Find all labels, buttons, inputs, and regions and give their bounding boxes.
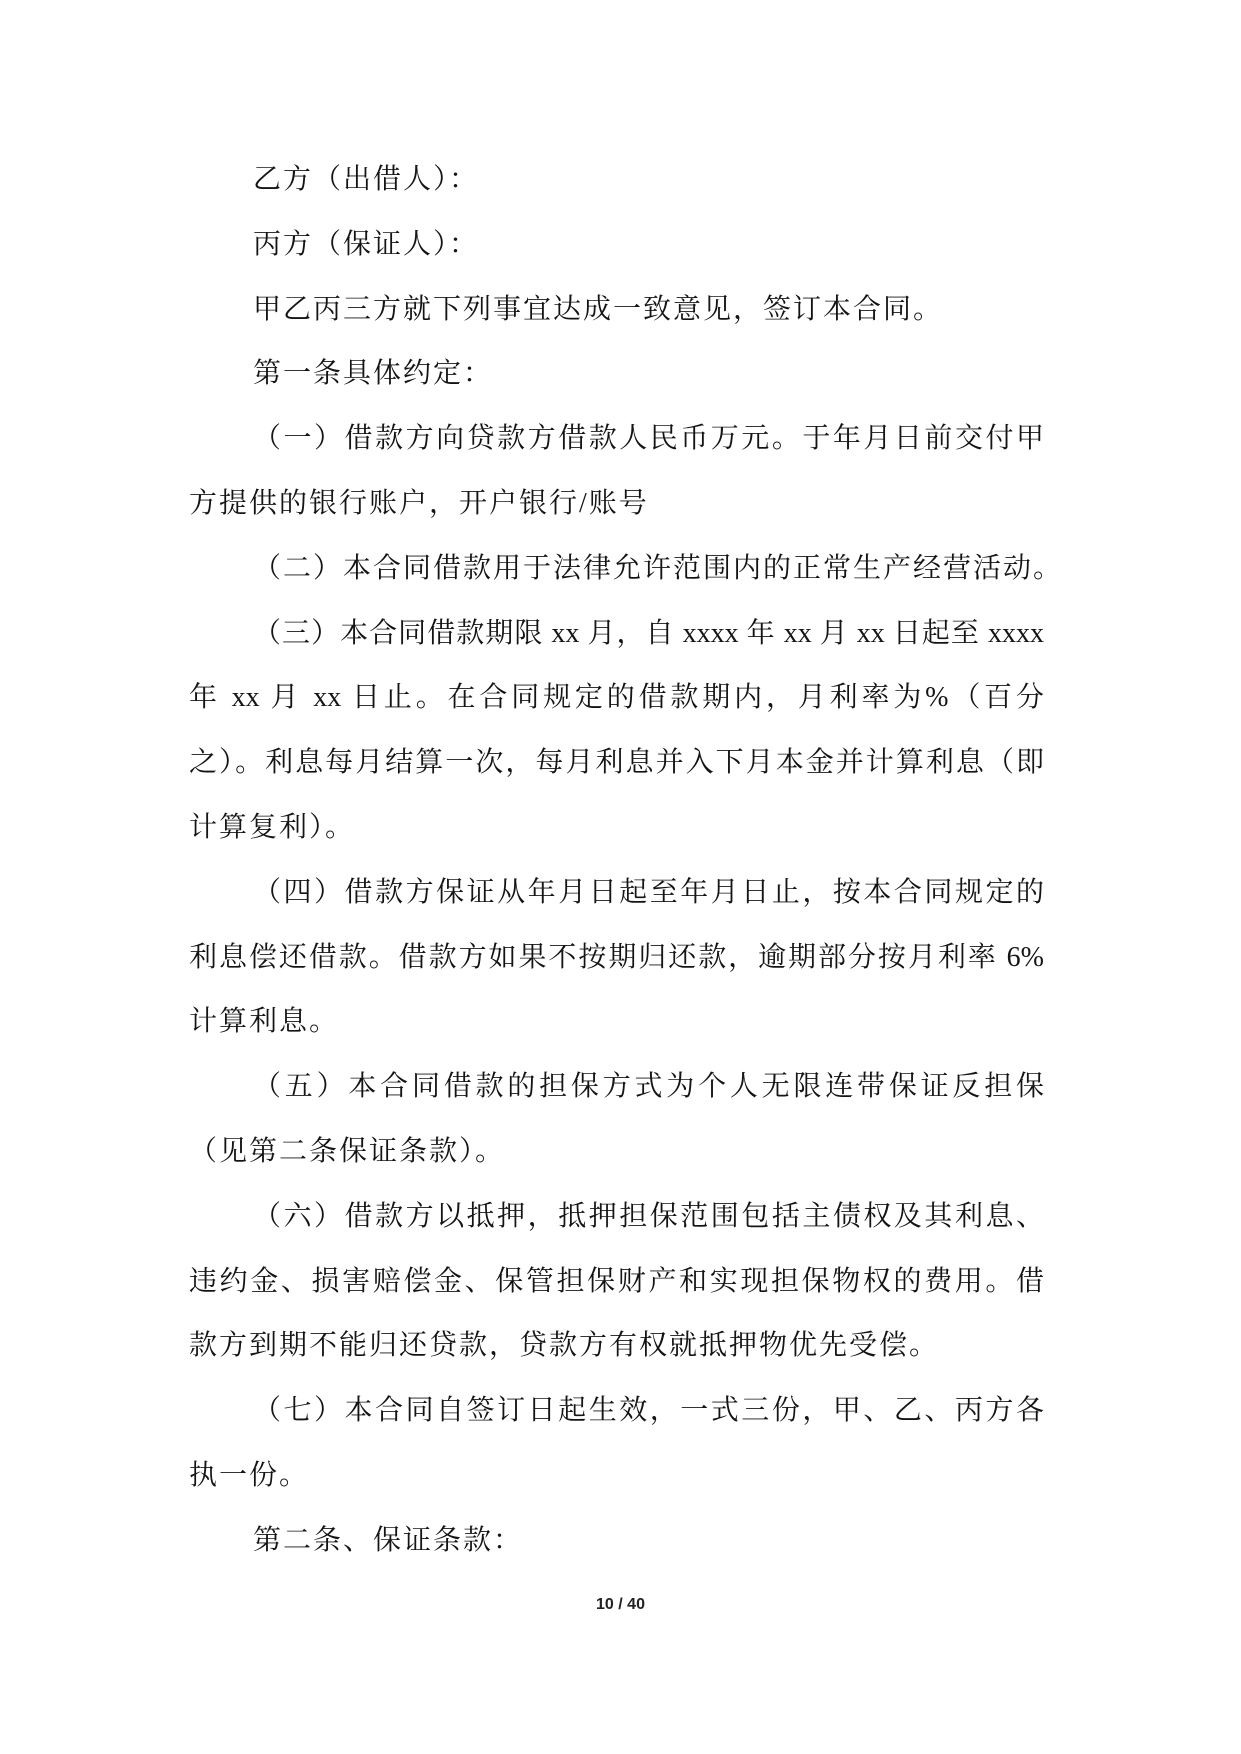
paragraph <box>189 1055 1044 1185</box>
text-line: 款方到期不能归还贷款，贷款方有权就抵押物优先受偿。 <box>189 1330 940 1362</box>
paragraph <box>189 278 1044 343</box>
paragraph <box>189 148 1044 213</box>
text-line: 丙方（保证人）： <box>253 228 480 260</box>
text-line: 年 xx 月 xx 日止。在合同规定的借款期内，月利率为%（百分 <box>189 682 1044 714</box>
text-line: 违约金、损害赔偿金、保管担保财产和实现担保物权的费用。借 <box>189 1265 1044 1297</box>
paragraph <box>189 537 1064 602</box>
page-number: 10 / 40 <box>596 1596 645 1613</box>
text-line: 甲乙丙三方就下列事宜达成一致意见，签订本合同。 <box>253 293 944 325</box>
paragraph <box>189 602 1044 861</box>
paragraph <box>189 1379 1044 1509</box>
text-line: （二）本合同借款用于法律允许范围内的正常生产经营活动。 <box>253 552 1064 584</box>
text-line: 计算复利）。 <box>189 811 356 843</box>
document-body <box>189 148 1064 1574</box>
text-line: （七）本合同自签订日起生效，一式三份，甲、乙、丙方各 <box>253 1395 1044 1427</box>
paragraph <box>189 342 1044 407</box>
text-line: 第二条、保证条款： <box>253 1524 524 1556</box>
text-line: （四）借款方保证从年月日起至年月日止，按本合同规定的 <box>253 876 1044 908</box>
text-line: （六）借款方以抵押，抵押担保范围包括主债权及其利息、 <box>253 1200 1044 1232</box>
text-line: （五）本合同借款的担保方式为个人无限连带保证反担保 <box>253 1071 1044 1103</box>
paragraph <box>189 1185 1044 1379</box>
text-line: （三）本合同借款期限 xx 月，自 xxxx 年 xx 月 xx 日起至 xxxx <box>253 617 1044 649</box>
paragraph <box>189 861 1044 1055</box>
text-line: （见第二条保证条款）。 <box>189 1135 506 1167</box>
text-line: （一）借款方向贷款方借款人民币万元。于年月日前交付甲 <box>253 423 1044 455</box>
text-line: 利息偿还借款。借款方如果不按期归还款，逾期部分按月利率 6% <box>189 941 1044 973</box>
paragraph <box>189 213 1044 278</box>
text-line: 计算利息。 <box>189 1006 340 1038</box>
text-line: 执一份。 <box>189 1459 310 1491</box>
text-line: 方提供的银行账户，开户银行/账号 <box>189 487 649 519</box>
paragraph <box>189 407 1044 537</box>
paragraph <box>189 1509 1044 1574</box>
text-line: 之）。利息每月结算一次，每月利息并入下月本金并计算利息（即 <box>189 747 1044 779</box>
text-line: 乙方（出借人）： <box>253 164 480 195</box>
text-line: 第一条具体约定： <box>253 358 494 390</box>
